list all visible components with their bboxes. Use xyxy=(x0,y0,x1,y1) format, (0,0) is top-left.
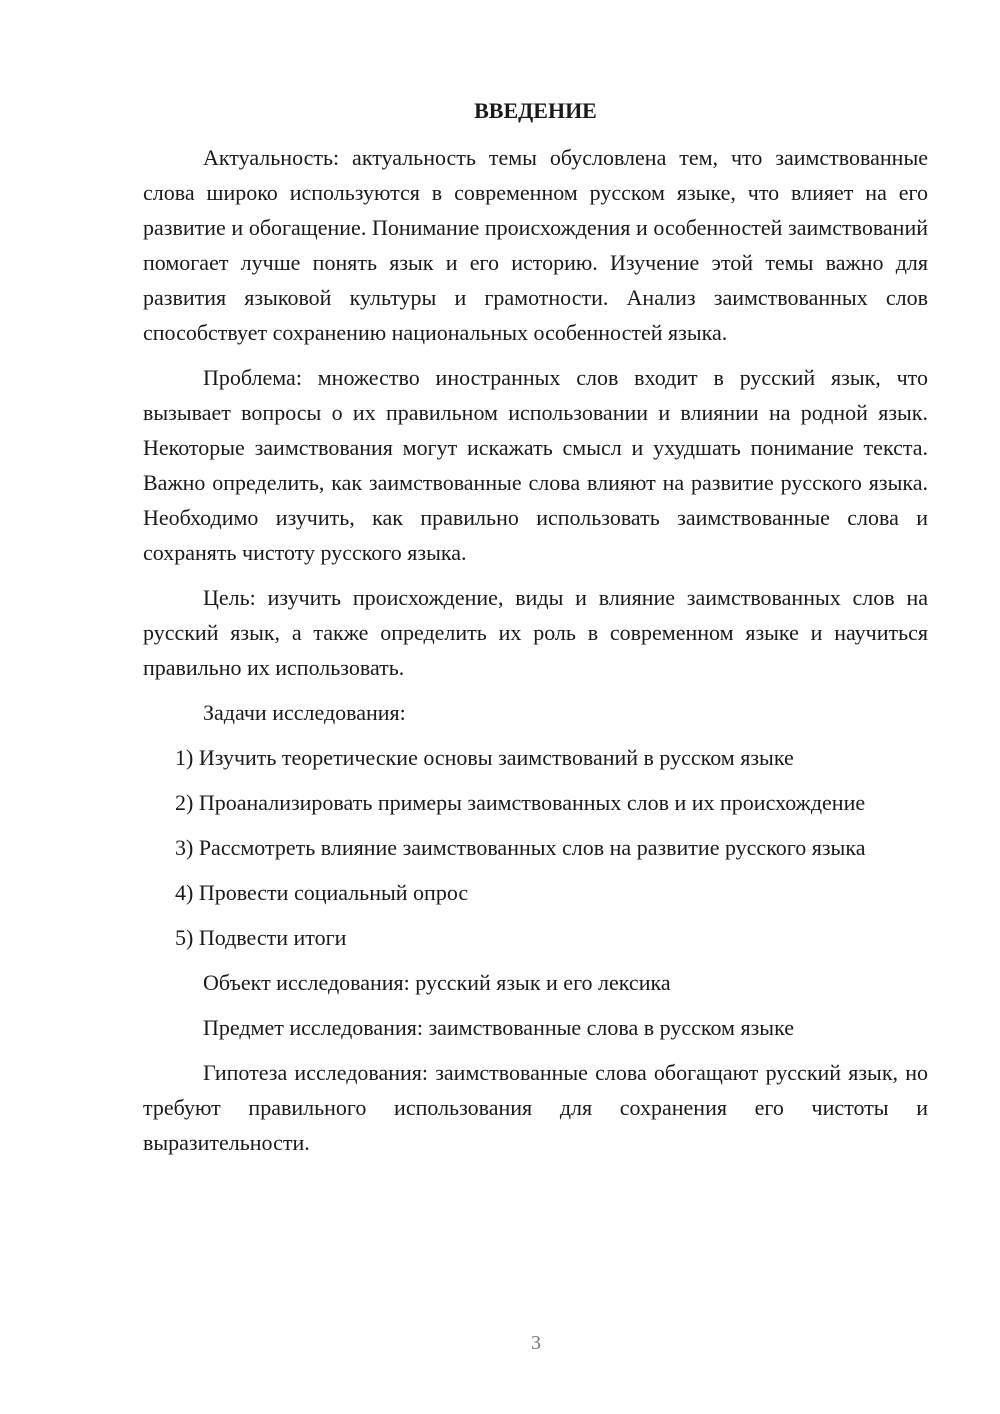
section-title: ВВЕДЕНИЕ xyxy=(474,98,597,123)
research-hypothesis: Гипотеза исследования: заимствованные слова обогащают русский язык, но требуют правильного использования для сохранения его чистоты и выразительности. xyxy=(143,1060,928,1155)
task-item-4: 4) Провести социальный опрос xyxy=(175,880,469,905)
page-content xyxy=(143,96,928,1170)
page-number: 3 xyxy=(531,1332,541,1354)
tasks-heading: Задачи исследования: xyxy=(203,700,406,725)
task-item-3: 3) Рассмотреть влияние заимствованных слов на развитие русского языка xyxy=(175,835,866,860)
task-item-2: 2) Проанализировать примеры заимствованных слов и их происхождение xyxy=(175,790,866,815)
task-item-5: 5) Подвести итоги xyxy=(175,925,347,950)
relevance-paragraph: Актуальность: актуальность темы обусловлена тем, что заимствованные слова широко используются в современном русском языке, что влияет на его развитие и обогащение. Понимание происхождения и особенностей заимствований помогает лучше понять язык и его историю. Изучение этой темы важно для развития языковой культуры и грамотности. Анализ заимствованных слов способствует сохранению национальных особенностей языка. xyxy=(143,145,928,345)
task-item-1: 1) Изучить теоретические основы заимствований в русском языке xyxy=(175,745,794,770)
research-object: Объект исследования: русский язык и его лексика xyxy=(203,970,671,995)
goal-paragraph: Цель: изучить происхождение, виды и влияние заимствованных слов на русский язык, а также определить их роль в современном языке и научиться правильно их использовать. xyxy=(143,585,928,680)
problem-paragraph: Проблема: множество иностранных слов входит в русский язык, что вызывает вопросы о их правильном использовании и влиянии на родной язык. Некоторые заимствования могут искажать смысл и ухудшать понимание текста. Важно определить, как заимствованные слова влияют на развитие русского языка. Необходимо изучить, как правильно использовать заимствованные слова и сохранять чистоту русского языка. xyxy=(143,365,928,565)
research-subject: Предмет исследования: заимствованные слова в русском языке xyxy=(203,1015,794,1040)
